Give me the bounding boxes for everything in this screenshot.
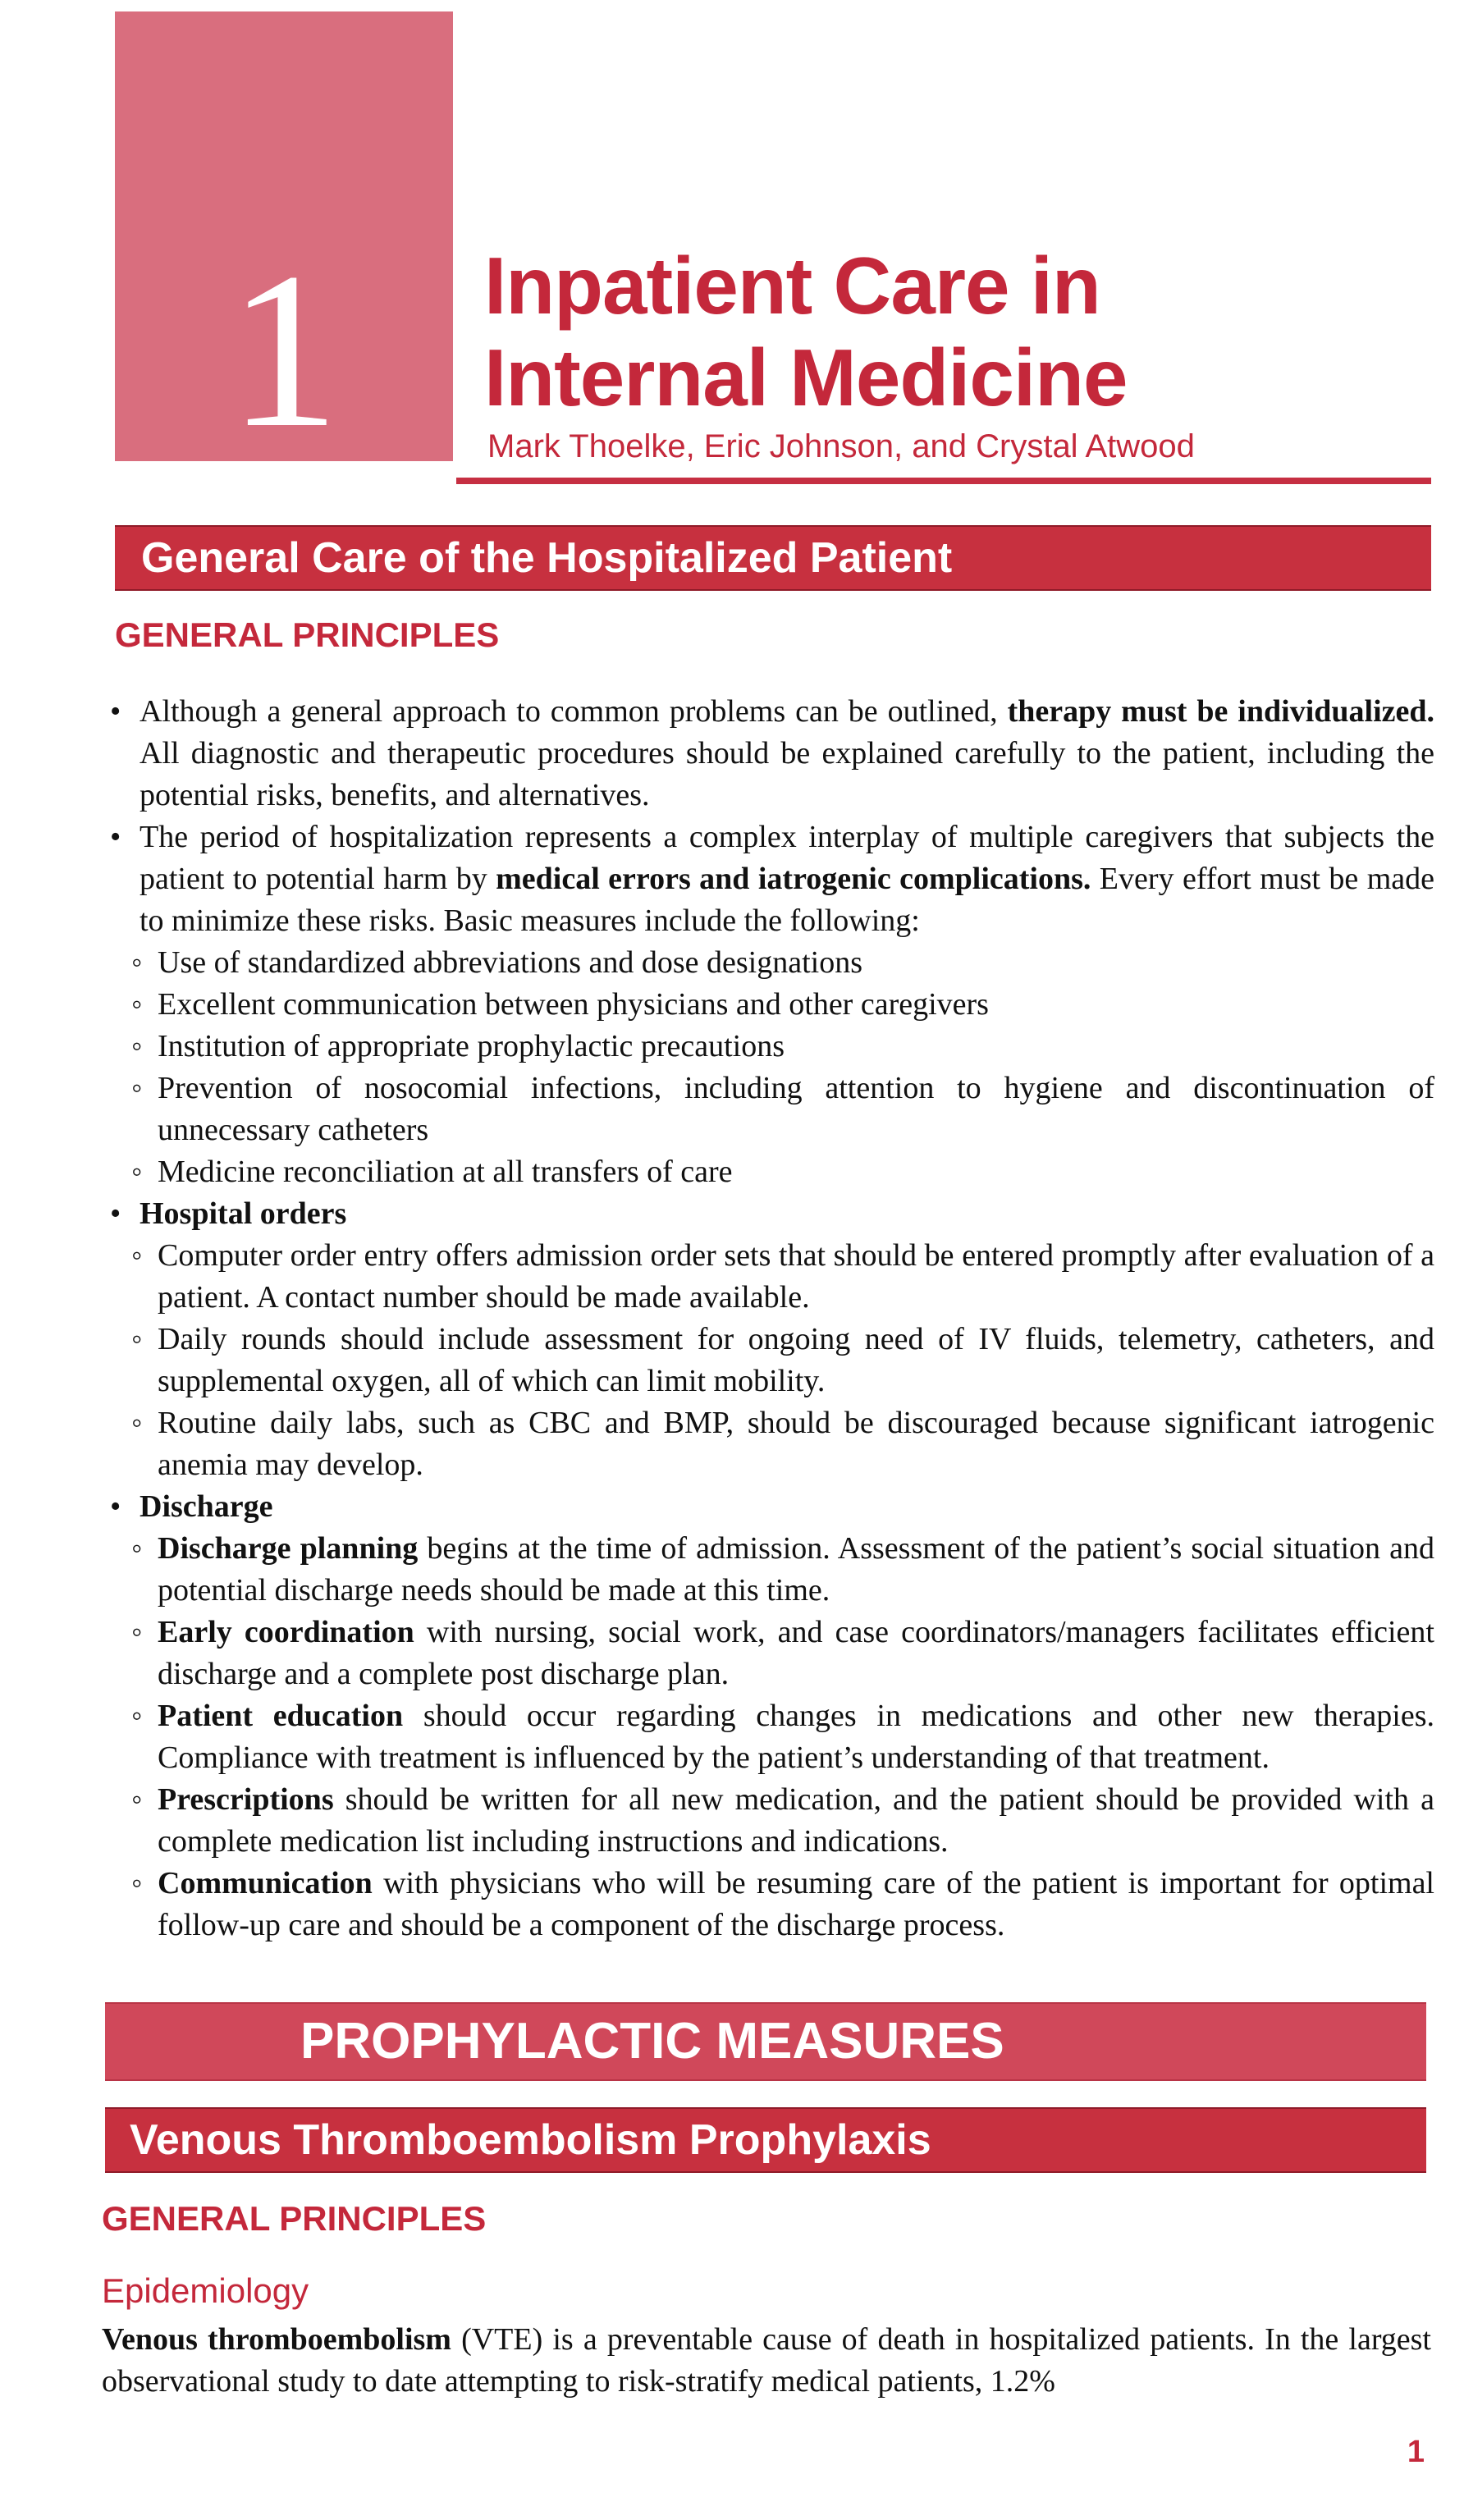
- subsection-title-vte-prophylaxis: Venous Thromboembolism Prophylaxis: [105, 2107, 1426, 2173]
- list-item-discharge: [110, 1486, 1434, 1528]
- text-run: should occur regarding changes in medications and other new therapies. Compliance with treatment is influenced by the patient’s understanding of that treatment.: [158, 1699, 1434, 1775]
- text-run: (VTE) is a preventable cause of death in hospitalized patients. In the largest observational study to date attempting to risk-stratify medical patients, 1.2%: [102, 2322, 1431, 2399]
- text-run: begins at the time of admission. Assessment of the patient’s social situation and potential discharge needs should be made at this time.: [158, 1531, 1435, 1608]
- text-run: All diagnostic and therapeutic procedures should be explained carefully to the patient, including the potential risks, benefits, and alternatives.: [140, 736, 1434, 812]
- bold-text: Patient education: [158, 1699, 404, 1733]
- section-title-general-care: General Care of the Hospitalized Patient: [115, 525, 1431, 591]
- sub-list-item: ◦ Medicine reconciliation at all transfers of care: [110, 1151, 1434, 1193]
- bold-text: Prescriptions: [158, 1782, 334, 1817]
- sub-list-item: [110, 1863, 1434, 1946]
- text-run: Although a general approach to common problems can be outlined,: [140, 694, 1008, 729]
- bold-text: Discharge: [140, 1489, 273, 1524]
- sub-list-item: [110, 1779, 1434, 1863]
- chapter-title-line2: Internal Medicine: [484, 332, 1128, 423]
- sub-list-item: ◦ Institution of appropriate prophylactic precautions: [110, 1026, 1434, 1068]
- heading-general-principles-vte: GENERAL PRINCIPLES: [102, 2199, 487, 2238]
- sub-list-item: [110, 1612, 1434, 1695]
- title-divider: [456, 478, 1431, 484]
- chapter-number-block: [115, 11, 453, 473]
- sub-list-item: [110, 1695, 1434, 1779]
- list-item: [110, 691, 1434, 816]
- chapter-authors: Mark Thoelke, Eric Johnson, and Crystal Atwood: [487, 428, 1195, 464]
- chapter-title: [484, 240, 1428, 423]
- chapter-title-line1: Inpatient Care in: [484, 240, 1100, 331]
- general-principles-list: [110, 691, 1434, 1946]
- sub-list-item: [110, 1528, 1434, 1612]
- bold-text: medical errors and iatrogenic complications.: [496, 862, 1091, 896]
- text-run: with nursing, social work, and case coordinators/managers facilitates efficient discharge and a complete post discharge plan.: [158, 1615, 1434, 1691]
- heading-general-principles: GENERAL PRINCIPLES: [115, 615, 500, 654]
- text-run: Every effort must be made to minimize these risks. Basic measures include the following:: [140, 862, 1434, 938]
- bold-text: Communication: [158, 1866, 373, 1900]
- bold-text: Early coordination: [158, 1615, 414, 1649]
- bold-text: therapy must be individualized.: [1007, 694, 1434, 729]
- bold-text: Hospital orders: [140, 1196, 347, 1231]
- section-title-prophylactic-measures: PROPHYLACTIC MEASURES: [105, 2002, 1426, 2081]
- sub-list-item: ◦ Use of standardized abbreviations and dose designations: [110, 942, 1434, 984]
- list-item: [110, 816, 1434, 942]
- bold-text: Venous thromboembolism: [102, 2322, 451, 2357]
- sub-list-item: ◦ Routine daily labs, such as CBC and BMP, should be discouraged because significant iatrogenic anemia may develop.: [110, 1402, 1434, 1486]
- page-number: 1: [1407, 2435, 1425, 2469]
- list-item-hospital-orders: [110, 1193, 1434, 1235]
- sub-list-item: ◦ Computer order entry offers admission order sets that should be entered promptly after evaluation of a patient. A contact number should be made available.: [110, 1235, 1434, 1319]
- text-run: with physicians who will be resuming care of the patient is important for optimal follow-up care and should be a component of the discharge process.: [158, 1866, 1434, 1942]
- sub-list-item: ◦ Daily rounds should include assessment for ongoing need of IV fluids, telemetry, catheters, and supplemental oxygen, all of which can limit mobility.: [110, 1319, 1434, 1402]
- sub-list-item: ◦ Prevention of nosocomial infections, including attention to hygiene and discontinuation of unnecessary catheters: [110, 1068, 1434, 1151]
- subheading-epidemiology: Epidemiology: [102, 2271, 309, 2310]
- chapter-number: 1: [228, 226, 340, 473]
- text-run: should be written for all new medication, and the patient should be provided with a complete medication list including instructions and indications.: [158, 1782, 1434, 1859]
- sub-list-item: ◦ Excellent communication between physicians and other caregivers: [110, 984, 1434, 1026]
- bold-text: Discharge planning: [158, 1531, 419, 1566]
- text-run: The period of hospitalization represents a complex interplay of multiple caregivers that subjects the patient to potential harm by: [140, 820, 1434, 896]
- epidemiology-paragraph: [102, 2319, 1431, 2403]
